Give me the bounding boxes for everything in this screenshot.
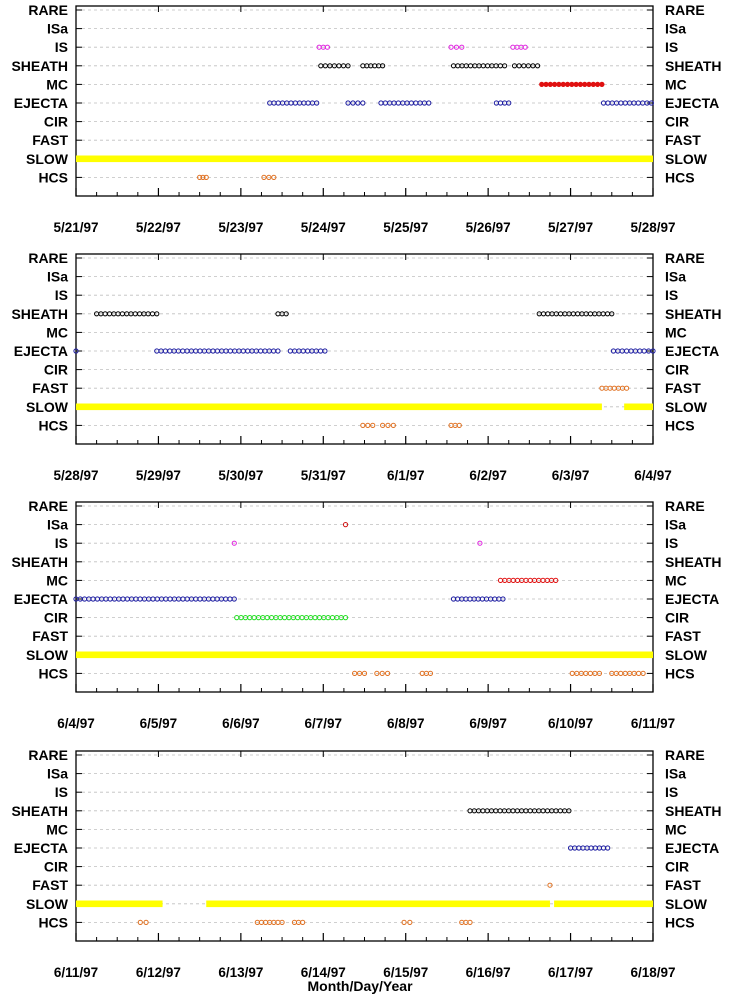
- x-tick-label: 5/26/97: [465, 220, 511, 235]
- x-tick-label: 6/6/97: [222, 716, 260, 731]
- data-point-mc: [578, 82, 582, 86]
- y-category-label: EJECTA: [665, 840, 720, 856]
- y-category-label: IS: [54, 287, 68, 304]
- y-category-label: RARE: [28, 2, 68, 18]
- y-category-label: RARE: [665, 250, 705, 266]
- y-category-label: MC: [46, 324, 68, 341]
- x-tick-label: 5/27/97: [548, 220, 594, 235]
- y-category-label: CIR: [665, 113, 690, 130]
- y-category-label: CIR: [665, 858, 690, 875]
- x-tick-label: 6/5/97: [139, 716, 178, 731]
- y-category-label: FAST: [665, 877, 701, 894]
- y-category-label: IS: [54, 535, 68, 552]
- x-tick-label: 5/29/97: [135, 468, 181, 483]
- y-category-label: CIR: [43, 858, 68, 875]
- y-category-label: FAST: [665, 132, 701, 149]
- y-category-label: SHEATH: [11, 305, 68, 322]
- y-category-label: SHEATH: [11, 57, 68, 74]
- y-category-label: MC: [665, 76, 687, 93]
- data-point-mc: [583, 82, 587, 86]
- y-category-label: MC: [665, 572, 687, 589]
- data-series-slow: [206, 901, 550, 908]
- data-point-mc: [600, 82, 604, 86]
- y-category-label: RARE: [28, 747, 68, 763]
- y-category-label: HCS: [665, 417, 695, 434]
- data-point-mc: [591, 82, 595, 86]
- data-series-slow: [76, 901, 163, 908]
- data-point-mc: [498, 578, 502, 582]
- x-tick-label: 6/11/97: [630, 716, 676, 731]
- x-tick-label: 6/11/97: [53, 965, 99, 980]
- y-category-label: FAST: [32, 628, 68, 645]
- x-tick-label: 6/4/97: [634, 468, 672, 483]
- y-category-label: HCS: [665, 914, 695, 931]
- y-category-label: HCS: [665, 169, 695, 186]
- x-tick-label: 6/12/97: [135, 965, 181, 980]
- data-point-mc: [587, 82, 591, 86]
- y-category-label: EJECTA: [13, 95, 68, 111]
- x-tick-label: 5/22/97: [135, 220, 181, 235]
- y-category-label: SLOW: [26, 398, 68, 415]
- x-tick-label: 6/3/97: [551, 468, 590, 483]
- y-category-label: HCS: [38, 417, 68, 434]
- data-point-mc: [570, 82, 574, 86]
- x-tick-label: 6/10/97: [548, 716, 594, 731]
- y-category-label: MC: [46, 76, 68, 93]
- y-category-label: CIR: [43, 609, 68, 626]
- y-category-label: FAST: [32, 132, 68, 149]
- x-axis-title: Month/Day/Year: [307, 978, 413, 994]
- y-category-label: CIR: [43, 113, 68, 130]
- x-tick-label: 5/28/97: [630, 220, 676, 235]
- y-category-label: EJECTA: [665, 591, 720, 607]
- y-category-label: SLOW: [26, 646, 68, 663]
- y-category-label: IS: [665, 535, 679, 552]
- x-tick-label: 6/17/97: [548, 965, 594, 980]
- y-category-label: MC: [46, 821, 68, 838]
- y-category-label: IS: [54, 784, 68, 801]
- data-point-mc: [565, 82, 569, 86]
- y-category-label: RARE: [665, 2, 705, 18]
- y-category-label: HCS: [38, 665, 68, 682]
- x-tick-label: 6/18/97: [630, 965, 676, 980]
- y-category-label: SHEATH: [11, 802, 68, 819]
- y-category-label: EJECTA: [13, 343, 68, 359]
- y-category-label: EJECTA: [13, 591, 68, 607]
- data-point-mc: [557, 82, 561, 86]
- y-category-label: EJECTA: [665, 95, 720, 111]
- y-category-label: CIR: [43, 361, 68, 378]
- y-category-label: FAST: [665, 628, 701, 645]
- panel-frame: [76, 751, 653, 941]
- data-point-sheath: [150, 312, 154, 316]
- y-category-label: RARE: [665, 498, 705, 514]
- x-tick-label: 6/9/97: [469, 716, 507, 731]
- x-tick-label: 5/28/97: [53, 468, 99, 483]
- data-point-mc: [574, 82, 578, 86]
- data-series-slow: [76, 156, 653, 163]
- x-tick-label: 6/15/97: [383, 965, 429, 980]
- y-category-label: ISa: [665, 268, 687, 285]
- data-series-slow: [624, 404, 653, 411]
- y-category-label: FAST: [32, 877, 68, 894]
- data-point-mc: [544, 82, 548, 86]
- x-tick-label: 6/1/97: [386, 468, 425, 483]
- data-point-mc: [553, 82, 557, 86]
- x-tick-label: 5/24/97: [300, 220, 346, 235]
- x-tick-label: 6/4/97: [57, 716, 95, 731]
- x-tick-label: 5/31/97: [300, 468, 346, 483]
- y-category-label: HCS: [38, 914, 68, 931]
- y-category-label: SLOW: [665, 895, 707, 912]
- y-category-label: ISa: [665, 20, 687, 37]
- y-category-label: ISa: [46, 765, 68, 782]
- x-tick-label: 6/13/97: [218, 965, 264, 980]
- x-tick-label: 6/14/97: [300, 965, 346, 980]
- y-category-label: ISa: [665, 516, 687, 533]
- x-tick-label: 5/23/97: [218, 220, 264, 235]
- y-category-label: HCS: [38, 169, 68, 186]
- x-tick-label: 5/30/97: [218, 468, 264, 483]
- y-category-label: CIR: [665, 361, 690, 378]
- data-series-slow: [76, 404, 602, 411]
- y-category-label: IS: [665, 287, 679, 304]
- data-point-ejecta: [498, 101, 502, 105]
- x-tick-label: 6/2/97: [469, 468, 507, 483]
- y-category-label: SHEATH: [665, 305, 722, 322]
- y-category-label: EJECTA: [13, 840, 68, 856]
- y-category-label: IS: [665, 784, 679, 801]
- y-category-label: SLOW: [26, 895, 68, 912]
- data-series-slow: [76, 652, 653, 659]
- y-category-label: SLOW: [26, 150, 68, 167]
- y-category-label: SHEATH: [665, 802, 722, 819]
- data-point-mc: [540, 82, 544, 86]
- y-category-label: ISa: [46, 268, 68, 285]
- y-category-label: ISa: [46, 516, 68, 533]
- y-category-label: MC: [665, 821, 687, 838]
- y-category-label: SHEATH: [11, 553, 68, 570]
- data-series-slow: [554, 901, 653, 908]
- y-category-label: FAST: [32, 380, 68, 397]
- data-point-mc: [561, 82, 565, 86]
- data-point-mc: [595, 82, 599, 86]
- y-category-label: SHEATH: [665, 57, 722, 74]
- y-category-label: FAST: [665, 380, 701, 397]
- y-category-label: SHEATH: [665, 553, 722, 570]
- y-category-label: IS: [665, 39, 679, 56]
- y-category-label: HCS: [665, 665, 695, 682]
- x-tick-label: 6/7/97: [304, 716, 343, 731]
- x-tick-label: 6/16/97: [465, 965, 511, 980]
- y-category-label: RARE: [28, 250, 68, 266]
- x-tick-label: 6/8/97: [386, 716, 425, 731]
- y-category-label: MC: [46, 572, 68, 589]
- y-category-label: SLOW: [665, 398, 707, 415]
- y-category-label: SLOW: [665, 646, 707, 663]
- y-category-label: ISa: [46, 20, 68, 37]
- y-category-label: RARE: [665, 747, 705, 763]
- y-category-label: SLOW: [665, 150, 707, 167]
- y-category-label: EJECTA: [665, 343, 720, 359]
- y-category-label: IS: [54, 39, 68, 56]
- y-category-label: MC: [665, 324, 687, 341]
- y-category-label: CIR: [665, 609, 690, 626]
- data-point-cir: [330, 616, 334, 620]
- data-point-mc: [548, 82, 552, 86]
- x-tick-label: 5/25/97: [383, 220, 429, 235]
- y-category-label: RARE: [28, 498, 68, 514]
- x-tick-label: 5/21/97: [53, 220, 99, 235]
- y-category-label: ISa: [665, 765, 687, 782]
